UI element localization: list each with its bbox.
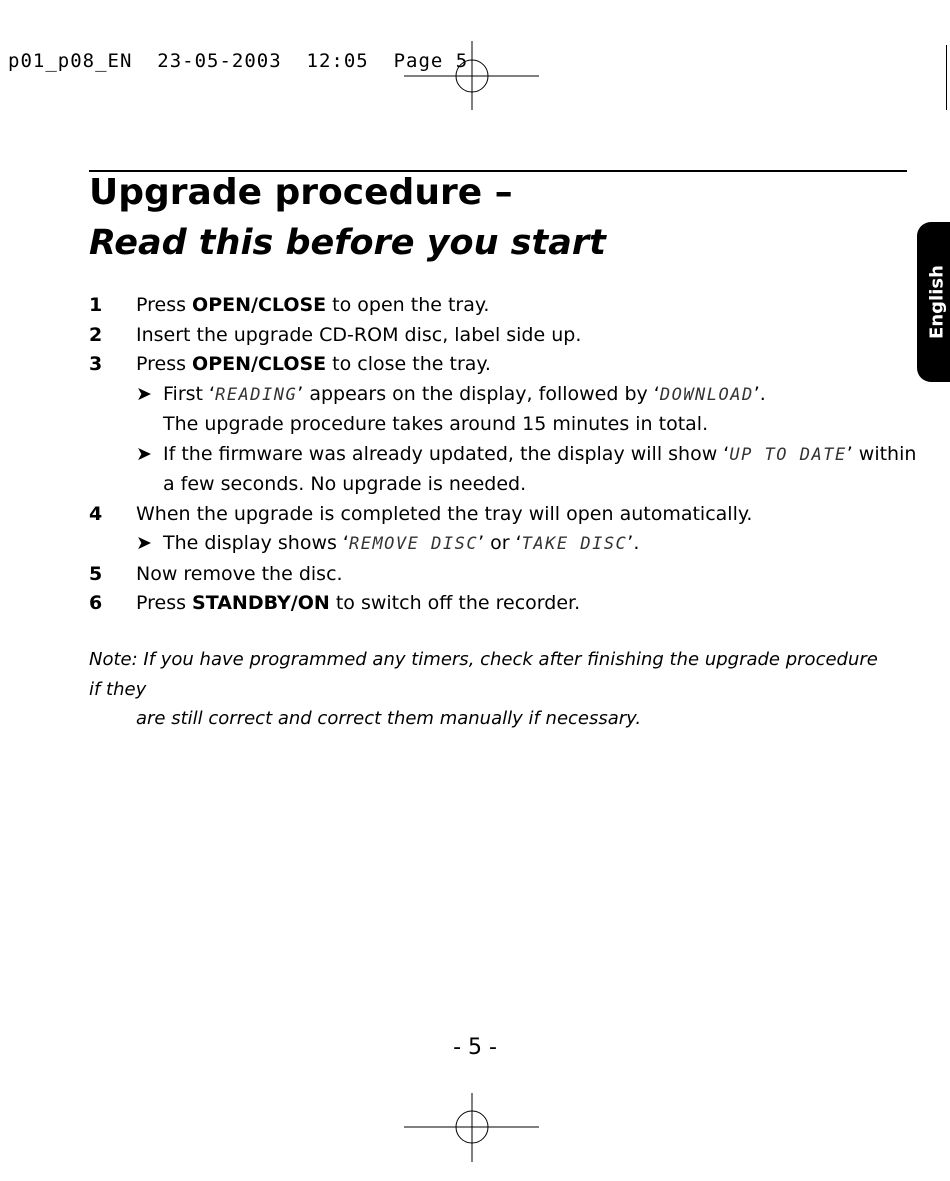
step-number: 5 xyxy=(89,562,103,585)
language-tab xyxy=(917,222,950,382)
step-number: 4 xyxy=(89,502,103,525)
display-text: READING xyxy=(215,384,298,405)
page-title xyxy=(89,168,606,268)
display-text: TAKE DISC xyxy=(521,534,628,554)
title-line-2: Read this before you start xyxy=(89,223,606,263)
step-4: 4 When the upgrade is completed the tray will open automatically. xyxy=(89,500,909,530)
display-text: UP TO DATE xyxy=(729,444,847,465)
crop-mark-bottom xyxy=(404,1090,544,1165)
print-slug: p01_p08_EN 23-05-2003 12:05 Page 5 xyxy=(8,50,469,72)
display-text: DOWNLOAD xyxy=(659,384,754,405)
title-line-1: Upgrade procedure – xyxy=(89,172,513,213)
step-3: 3 Press OPEN/CLOSE to close the tray. xyxy=(89,350,909,380)
note-line-2: are still correct and correct them manually if necessary. xyxy=(136,708,642,729)
arrow-icon: ➤ xyxy=(136,382,152,405)
step-number: 6 xyxy=(89,592,103,614)
sub-note-continuation: The upgrade procedure takes around 15 minutes in total. xyxy=(163,413,709,435)
button-name: STANDBY/ON xyxy=(192,592,330,614)
button-name: OPEN/CLOSE xyxy=(192,353,327,375)
steps-list xyxy=(89,291,917,619)
step-2: 2 Insert the upgrade CD-ROM disc, label side up. xyxy=(89,321,909,351)
note-line-1: Note: If you have programmed any timers, check after finishing the upgrade procedure if they xyxy=(89,649,878,700)
sub-note-continuation: a few seconds. No upgrade is needed. xyxy=(163,473,527,495)
arrow-icon: ➤ xyxy=(136,442,152,465)
step-1: 1 Press OPEN/CLOSE to open the tray. xyxy=(89,291,909,321)
note-paragraph xyxy=(89,645,889,734)
sub-note-remove: ➤ The display shows ‘REMOVE DISC’ or ‘TAKE DISC’. xyxy=(89,529,909,560)
sub-note-firmware: ➤ If the firmware was already updated, the display will show ‘UP TO DATE’ within xyxy=(89,440,909,471)
edge-rule xyxy=(946,45,947,110)
step-number: 2 xyxy=(89,323,103,346)
language-tab-label: English xyxy=(926,265,948,339)
sub-note-reading: ➤ First ‘READING’ appears on the display, followed by ‘DOWNLOAD’. xyxy=(89,380,909,411)
button-name: OPEN/CLOSE xyxy=(192,294,327,316)
step-number: 1 xyxy=(89,294,103,316)
step-number: 3 xyxy=(89,353,103,375)
crop-mark-top xyxy=(404,38,544,113)
display-text: REMOVE DISC xyxy=(348,534,479,554)
step-6: 6 Press STANDBY/ON to switch off the recorder. xyxy=(89,589,909,619)
page-number: - 5 - xyxy=(453,1035,497,1060)
step-5: 5 Now remove the disc. xyxy=(89,560,909,590)
arrow-icon: ➤ xyxy=(136,532,152,554)
